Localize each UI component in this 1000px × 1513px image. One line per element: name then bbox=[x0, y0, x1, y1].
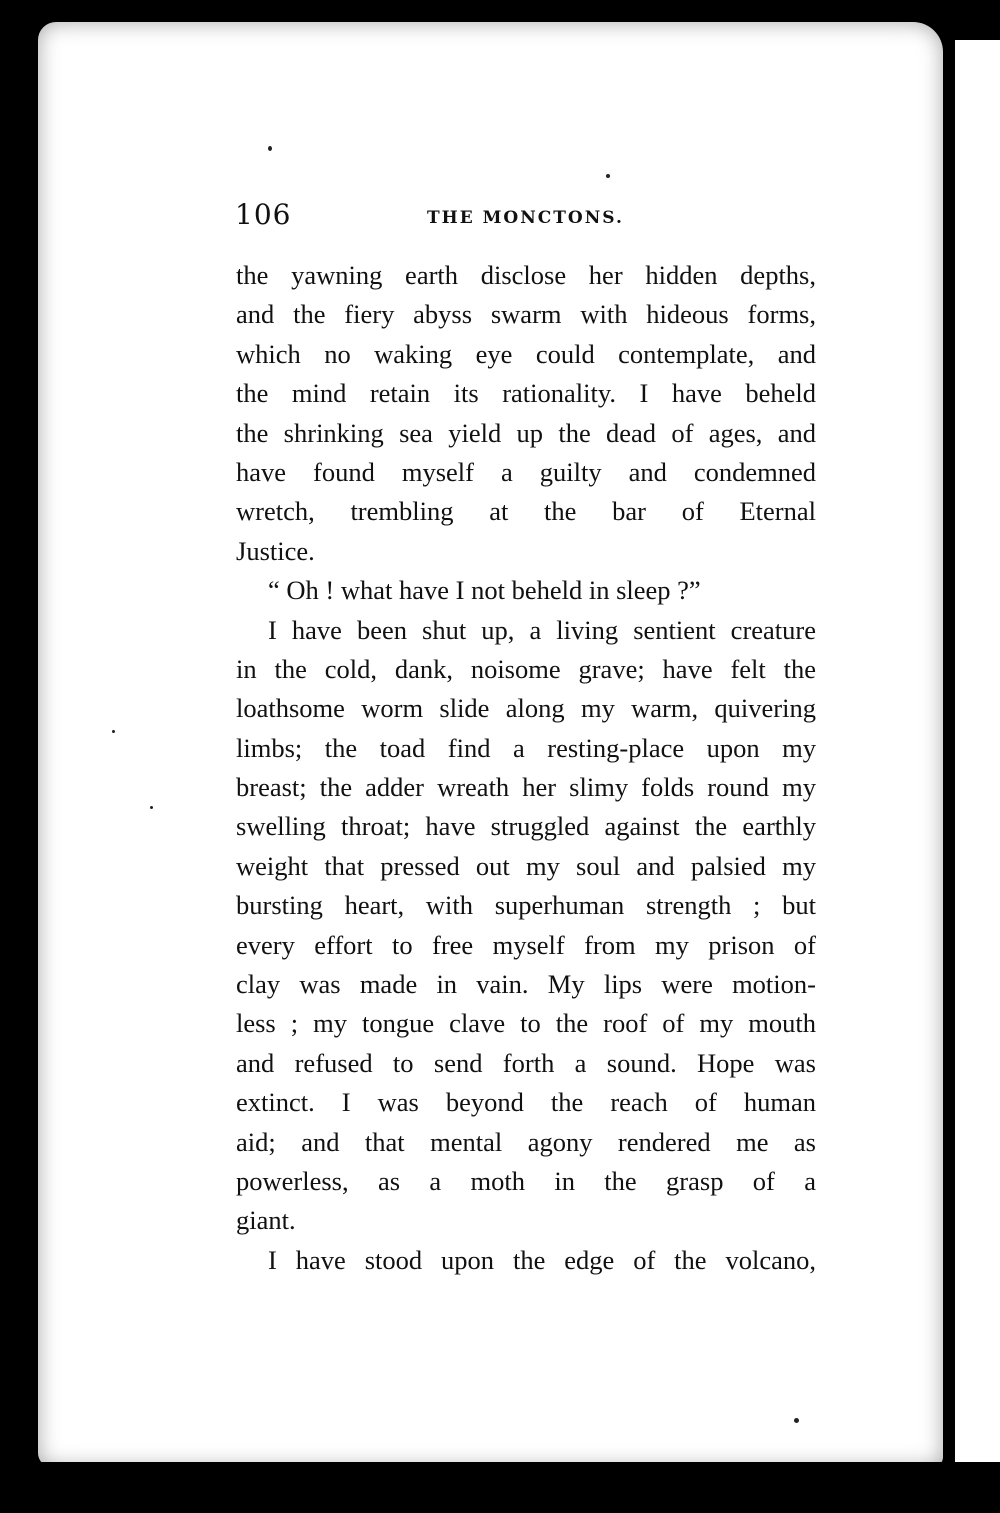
ink-speck bbox=[150, 806, 153, 809]
running-head: THE MONCTONS. bbox=[427, 208, 624, 228]
text-line: swelling throat; have struggled against the earthly bbox=[236, 811, 816, 842]
text-line: every effort to free myself from my prison of bbox=[236, 929, 816, 960]
text-line: wretch, trembling at the bar of Eternal bbox=[236, 496, 816, 527]
text-line: powerless, as a moth in the grasp of a bbox=[236, 1165, 816, 1196]
bottom-shadow bbox=[0, 1462, 1000, 1513]
text-line: which no waking eye could contemplate, and bbox=[236, 338, 816, 369]
ink-speck bbox=[606, 174, 610, 178]
next-page-edge bbox=[955, 40, 1000, 1480]
text-line: limbs; the toad find a resting-place upon my bbox=[236, 732, 816, 763]
text-line: in the cold, dank, noisome grave; have felt the bbox=[236, 653, 816, 684]
text-line: “ Oh ! what have I not beheld in sleep ?” bbox=[268, 575, 701, 606]
text-line: less ; my tongue clave to the roof of my mouth bbox=[236, 1008, 816, 1039]
text-line: I have been shut up, a living sentient creature bbox=[268, 614, 816, 645]
text-line: extinct. I was beyond the reach of human bbox=[236, 1087, 816, 1118]
ink-speck bbox=[794, 1418, 799, 1423]
page-number: 106 bbox=[235, 198, 292, 231]
text-line: giant. bbox=[236, 1205, 296, 1236]
text-line: the mind retain its rationality. I have beheld bbox=[236, 378, 816, 409]
text-line: breast; the adder wreath her slimy folds round my bbox=[236, 772, 816, 803]
text-line: weight that pressed out my soul and palsied my bbox=[236, 850, 816, 881]
text-line: and the fiery abyss swarm with hideous forms, bbox=[236, 299, 816, 330]
text-line: the shrinking sea yield up the dead of ages, and bbox=[236, 417, 816, 448]
ink-speck bbox=[112, 730, 115, 733]
text-line: clay was made in vain. My lips were motion- bbox=[236, 969, 816, 1000]
body-text bbox=[236, 256, 816, 1280]
text-line: Justice. bbox=[236, 535, 315, 566]
text-line: bursting heart, with superhuman strength ; but bbox=[236, 890, 816, 921]
text-line: I have stood upon the edge of the volcano, bbox=[268, 1244, 816, 1275]
ink-speck bbox=[268, 146, 272, 151]
text-line: loathsome worm slide along my warm, quivering bbox=[236, 693, 816, 724]
text-line: have found myself a guilty and condemned bbox=[236, 456, 816, 487]
page-header bbox=[235, 198, 815, 238]
text-line: and refused to send forth a sound. Hope was bbox=[236, 1047, 816, 1078]
text-line: the yawning earth disclose her hidden depths, bbox=[236, 260, 816, 290]
text-line: aid; and that mental agony rendered me as bbox=[236, 1126, 816, 1157]
